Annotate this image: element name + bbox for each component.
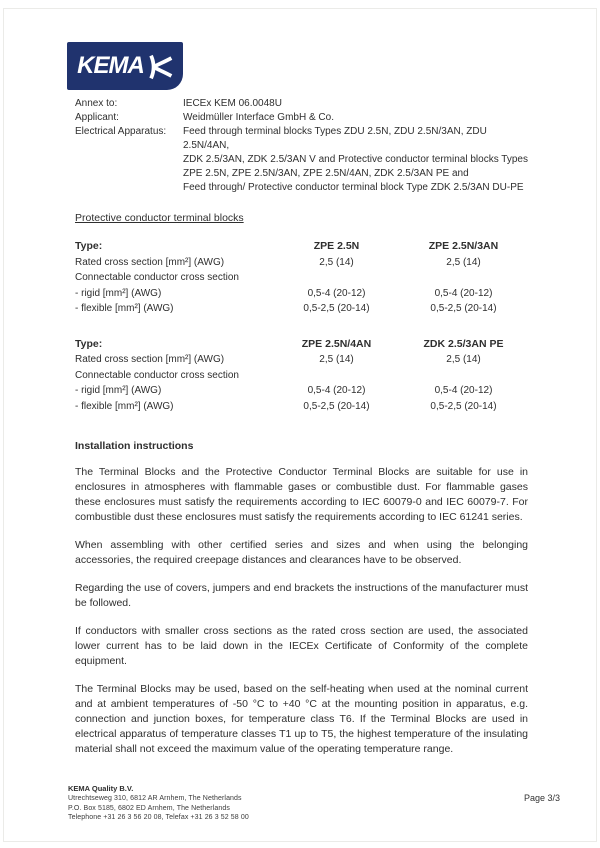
table-row [75, 352, 528, 368]
annex-value: IECEx KEM 06.0048U [183, 98, 282, 109]
row-col2: 0,5-4 (20-12) [434, 385, 493, 396]
instructions-paragraph: If conductors with smaller cross sections as the rated cross section are used, the associated lower current has to be laid down in the IECEx Certificate of Conformity of the complete equipment. [75, 625, 528, 667]
apparatus-row [75, 125, 528, 195]
apparatus-value [183, 125, 528, 195]
type-label: Type: [75, 337, 103, 350]
row-label: - rigid [mm²] (AWG) [75, 287, 162, 299]
footer-company: KEMA Quality B.V. [68, 784, 134, 793]
type-col2: ZDK 2.5/3AN PE [423, 337, 504, 350]
annex-label: Annex to: [75, 98, 118, 109]
row-col2: 0,5-2,5 (20-14) [430, 303, 497, 314]
applicant-row [75, 111, 528, 125]
document-content [75, 0, 528, 757]
certificate-header [75, 97, 528, 195]
row-col1: 0,5-4 (20-12) [307, 385, 366, 396]
table-row [75, 368, 528, 384]
page-footer [68, 784, 560, 823]
spec-table-2 [75, 337, 528, 415]
row-col2: 2,5 (14) [446, 256, 481, 268]
row-col1: 2,5 (14) [319, 354, 354, 365]
row-label: Rated cross section [mm²] (AWG) [75, 256, 225, 268]
row-col1: 0,5-2,5 (20-14) [303, 400, 370, 412]
table-row [75, 286, 528, 302]
type-col2: ZPE 2.5N/3AN [428, 240, 499, 252]
row-col2: 0,5-2,5 (20-14) [430, 400, 497, 412]
instructions-paragraph: The Terminal Blocks may be used, based on the self-heating when used at the nominal current and at ambient temperatures of -50 °C to +40 °C at the mounting position in apparatus, e.g. connection and junction boxes, for temperature class T6. If the Terminal Blocks are used in electrical apparatus of temperature classes T1 up to T5, the highest temperature of the insulating material shall not exceed the maximum value of the operating temperature range. [75, 683, 528, 755]
instructions-paragraph: The Terminal Blocks and the Protective Conductor Terminal Blocks are suitable for use in enclosures in atmospheres with flammable gases or combustible dust. For flammable gases these enclosures must satisfy the requirements according to IEC 60079-0 and IEC 60079-7. For combustible dust these enclosures must satisfy the requirements according to IEC 61241 series. [75, 466, 528, 523]
spec-table-1 [75, 239, 528, 317]
apparatus-line: ZPE 2.5N, ZPE 2.5N/3AN, ZPE 2.5N/4AN, ZDK 2.5/3AN PE and [183, 168, 469, 179]
row-col2 [400, 368, 527, 384]
applicant-value: Weidmüller Interface GmbH & Co. [183, 112, 334, 123]
type-label: Type: [75, 240, 103, 252]
kema-logo-text: KEMA [77, 52, 144, 79]
row-label: Connectable conductor cross section [75, 369, 239, 381]
type-col1: ZPE 2.5N/4AN [301, 337, 372, 350]
page-number: Page 3/3 [523, 793, 560, 803]
row-col1: 2,5 (14) [319, 256, 354, 268]
apparatus-label: Electrical Apparatus: [75, 126, 167, 137]
section-title: Protective conductor terminal blocks [75, 212, 244, 224]
annex-row [75, 97, 528, 111]
row-label: Rated cross section [mm²] (AWG) [75, 354, 225, 365]
row-label: - flexible [mm²] (AWG) [75, 303, 174, 314]
row-label: Connectable conductor cross section [75, 272, 239, 283]
table-row [75, 301, 528, 317]
instructions-paragraph: When assembling with other certified series and sizes and when using the belonging accessories, the required creepage distances and clearances have to be observed. [75, 539, 528, 566]
table-row [75, 383, 528, 399]
row-col1 [273, 270, 400, 286]
footer-address-line: Utrechtseweg 310, 6812 AR Arnhem, The Netherlands [68, 795, 242, 802]
row-col1: 0,5-2,5 (20-14) [303, 303, 370, 314]
row-col2 [400, 270, 527, 286]
row-col1 [273, 368, 400, 384]
table-header-row [75, 337, 528, 353]
instructions-title: Installation instructions [75, 440, 194, 452]
table-row [75, 255, 528, 271]
row-col2: 2,5 (14) [446, 354, 481, 365]
apparatus-line: Feed through terminal blocks Types ZDU 2.5N, ZDU 2.5N/3AN, ZDU 2.5N/4AN, [183, 126, 487, 151]
kema-swoosh-icon [147, 54, 173, 80]
row-col1: 0,5-4 (20-12) [307, 287, 366, 299]
apparatus-line: Feed through/ Protective conductor terminal block Type ZDK 2.5/3AN DU-PE [183, 182, 524, 193]
kema-logo [67, 42, 183, 90]
footer-address-line: P.O. Box 5185, 6802 ED Arnhem, The Netherlands [68, 804, 230, 812]
table-header-row [75, 239, 528, 255]
footer-address-block [68, 784, 249, 823]
type-col1: ZPE 2.5N [313, 240, 360, 252]
applicant-label: Applicant: [75, 112, 119, 123]
footer-address-line: Telephone +31 26 3 56 20 08, Telefax +31 26 3 52 58 00 [68, 814, 249, 821]
row-label: - flexible [mm²] (AWG) [75, 400, 174, 412]
row-label: - rigid [mm²] (AWG) [75, 385, 162, 396]
table-row [75, 270, 528, 286]
instructions-paragraph: Regarding the use of covers, jumpers and end brackets the instructions of the manufacturer must be followed. [75, 582, 528, 609]
apparatus-line: ZDK 2.5/3AN, ZDK 2.5/3AN V and Protective conductor terminal blocks Types [183, 154, 528, 165]
row-col2: 0,5-4 (20-12) [434, 287, 493, 299]
table-row [75, 399, 528, 415]
